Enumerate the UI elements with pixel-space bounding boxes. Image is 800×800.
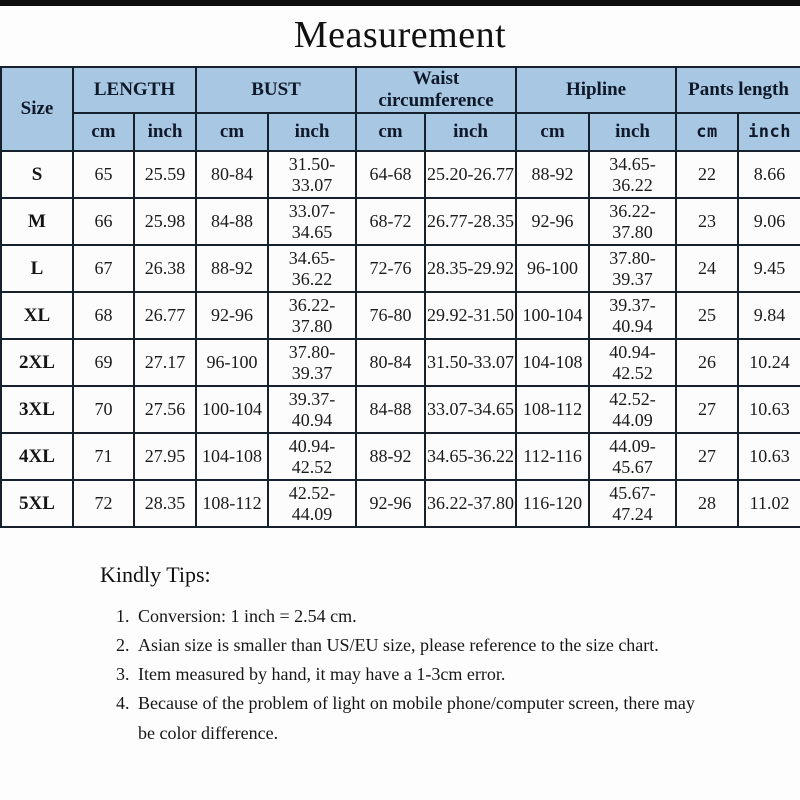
measurement-cell: 9.45 [738, 245, 800, 292]
measurement-cell: 88-92 [356, 433, 425, 480]
measurement-cell: 100-104 [516, 292, 589, 339]
measurement-cell: 104-108 [516, 339, 589, 386]
table-row [1, 386, 800, 433]
measurement-cell: 27.56 [134, 386, 196, 433]
measurement-cell: 45.67-47.24 [589, 480, 676, 527]
table-row [1, 339, 800, 386]
measurement-cell: 27 [676, 386, 738, 433]
tip-item-color-difference: 4. Because of the problem of light on mobile phone/computer screen, there may be color difference. [134, 689, 700, 747]
pants-length-group-header: Pants length [676, 67, 800, 113]
waist-group-header: Waist circumference [356, 67, 516, 113]
measurement-cell: 92-96 [356, 480, 425, 527]
measurement-cell: 25 [676, 292, 738, 339]
measurement-cell: 69 [73, 339, 134, 386]
measurement-cell: 104-108 [196, 433, 268, 480]
measurement-cell: 88-92 [196, 245, 268, 292]
measurement-cell: 100-104 [196, 386, 268, 433]
measurement-cell: 34.65-36.22 [589, 151, 676, 198]
size-cell: 5XL [1, 480, 73, 527]
measurement-cell: 80-84 [356, 339, 425, 386]
table-row [1, 480, 800, 527]
size-cell: S [1, 151, 73, 198]
tips-list [100, 602, 700, 748]
measurement-cell: 34.65-36.22 [425, 433, 516, 480]
bust-cm-header: cm [196, 113, 268, 151]
measurement-cell: 36.22-37.80 [268, 292, 356, 339]
measurement-cell: 116-120 [516, 480, 589, 527]
size-cell: L [1, 245, 73, 292]
measurement-cell: 37.80-39.37 [268, 339, 356, 386]
size-cell: M [1, 198, 73, 245]
measurement-cell: 9.84 [738, 292, 800, 339]
measurement-cell: 67 [73, 245, 134, 292]
measurement-cell: 34.65-36.22 [268, 245, 356, 292]
length-cm-header: cm [73, 113, 134, 151]
measurement-cell: 31.50-33.07 [268, 151, 356, 198]
measurement-cell: 25.20-26.77 [425, 151, 516, 198]
measurement-cell: 88-92 [516, 151, 589, 198]
measurement-cell: 80-84 [196, 151, 268, 198]
size-cell: 2XL [1, 339, 73, 386]
measurement-cell: 42.52-44.09 [268, 480, 356, 527]
measurement-cell: 26.77-28.35 [425, 198, 516, 245]
measurement-cell: 64-68 [356, 151, 425, 198]
measurement-cell: 8.66 [738, 151, 800, 198]
tip-item-asian-size: 2. Asian size is smaller than US/EU size, please reference to the size chart. [134, 631, 700, 660]
table-row [1, 198, 800, 245]
length-group-header: LENGTH [73, 67, 196, 113]
tip-item-measure-error: 3. Item measured by hand, it may have a 1-3cm error. [134, 660, 700, 689]
size-cell: 3XL [1, 386, 73, 433]
table-row [1, 245, 800, 292]
measurement-cell: 66 [73, 198, 134, 245]
measurement-cell: 44.09-45.67 [589, 433, 676, 480]
measurement-cell: 27 [676, 433, 738, 480]
measurement-cell: 76-80 [356, 292, 425, 339]
measurement-cell: 108-112 [196, 480, 268, 527]
measurement-cell: 42.52-44.09 [589, 386, 676, 433]
measurement-cell: 33.07-34.65 [425, 386, 516, 433]
table-row [1, 151, 800, 198]
page-title: Measurement [293, 14, 507, 56]
measurement-cell: 26.38 [134, 245, 196, 292]
measurement-cell: 27.17 [134, 339, 196, 386]
tips-heading: Kindly Tips: [100, 562, 211, 587]
table-group-header-row [1, 67, 800, 113]
measurement-cell: 9.06 [738, 198, 800, 245]
measurement-cell: 96-100 [516, 245, 589, 292]
measurement-cell: 36.22-37.80 [589, 198, 676, 245]
bust-inch-header: inch [268, 113, 356, 151]
measurement-cell: 23 [676, 198, 738, 245]
waist-inch-header: inch [425, 113, 516, 151]
hipline-inch-header: inch [589, 113, 676, 151]
measurement-cell: 84-88 [196, 198, 268, 245]
kindly-tips-section [100, 562, 700, 748]
measurement-cell: 70 [73, 386, 134, 433]
measurement-cell: 96-100 [196, 339, 268, 386]
measurement-cell: 68-72 [356, 198, 425, 245]
tip-item-conversion: 1. Conversion: 1 inch = 2.54 cm. [134, 602, 700, 631]
measurement-cell: 11.02 [738, 480, 800, 527]
measurement-cell: 25.59 [134, 151, 196, 198]
measurement-cell: 37.80-39.37 [589, 245, 676, 292]
measurement-cell: 68 [73, 292, 134, 339]
length-inch-header: inch [134, 113, 196, 151]
measurement-cell: 108-112 [516, 386, 589, 433]
measurement-cell: 27.95 [134, 433, 196, 480]
measurement-cell: 26 [676, 339, 738, 386]
measurement-cell: 92-96 [196, 292, 268, 339]
measurement-cell: 84-88 [356, 386, 425, 433]
measurement-cell: 28.35-29.92 [425, 245, 516, 292]
measurement-cell: 31.50-33.07 [425, 339, 516, 386]
measurement-cell: 72-76 [356, 245, 425, 292]
hipline-cm-header: cm [516, 113, 589, 151]
hipline-group-header: Hipline [516, 67, 676, 113]
measurement-cell: 25.98 [134, 198, 196, 245]
waist-cm-header: cm [356, 113, 425, 151]
measurement-cell: 10.24 [738, 339, 800, 386]
measurement-cell: 28.35 [134, 480, 196, 527]
pants-cm-header: cm [676, 113, 738, 151]
pants-inch-header: inch [738, 113, 800, 151]
measurement-cell: 22 [676, 151, 738, 198]
measurement-cell: 29.92-31.50 [425, 292, 516, 339]
size-chart-table [0, 66, 800, 528]
measurement-cell: 26.77 [134, 292, 196, 339]
size-cell: XL [1, 292, 73, 339]
size-cell: 4XL [1, 433, 73, 480]
measurement-cell: 24 [676, 245, 738, 292]
measurement-cell: 65 [73, 151, 134, 198]
measurement-cell: 40.94-42.52 [268, 433, 356, 480]
measurement-cell: 40.94-42.52 [589, 339, 676, 386]
measurement-cell: 28 [676, 480, 738, 527]
table-unit-header-row [1, 113, 800, 151]
measurement-cell: 10.63 [738, 433, 800, 480]
size-column-header: Size [1, 67, 73, 151]
measurement-cell: 10.63 [738, 386, 800, 433]
measurement-cell: 36.22-37.80 [425, 480, 516, 527]
measurement-cell: 33.07-34.65 [268, 198, 356, 245]
measurement-cell: 72 [73, 480, 134, 527]
bust-group-header: BUST [196, 67, 356, 113]
top-border-bar [0, 0, 800, 6]
table-row [1, 292, 800, 339]
measurement-cell: 39.37-40.94 [268, 386, 356, 433]
measurement-cell: 39.37-40.94 [589, 292, 676, 339]
measurement-cell: 71 [73, 433, 134, 480]
measurement-cell: 112-116 [516, 433, 589, 480]
table-row [1, 433, 800, 480]
measurement-cell: 92-96 [516, 198, 589, 245]
